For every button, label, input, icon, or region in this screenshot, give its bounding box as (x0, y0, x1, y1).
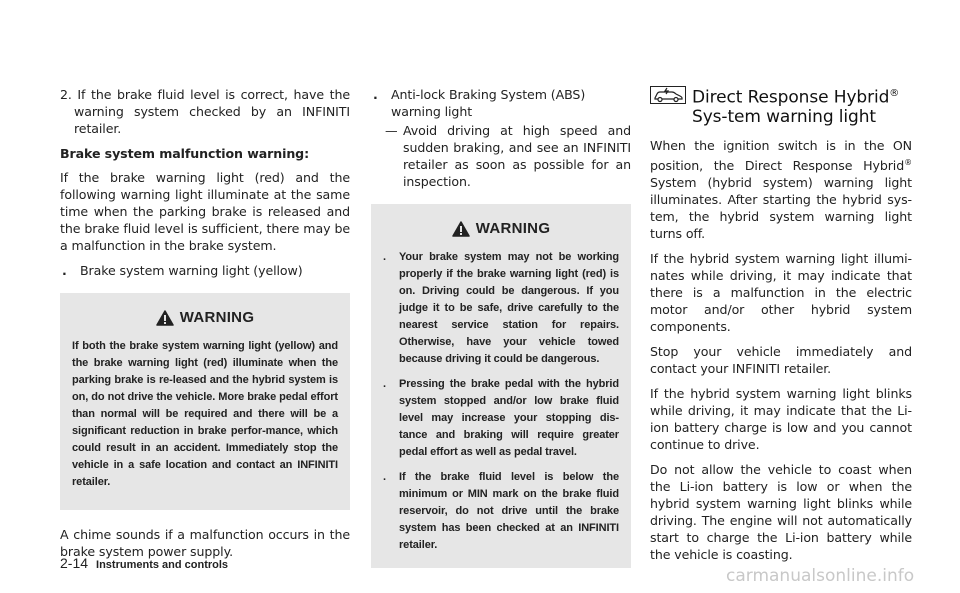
list-item-2: 2. If the brake fluid level is correct, have the warning system checked by an INFINITI retailer. (60, 87, 350, 136)
paragraph: Do not allow the vehicle to coast when the Li-ion battery is low or when the hybrid system warning light blinks while driving. The engine will not automatically start to charge the Li-ion battery while the vehicle is coasting. (650, 461, 912, 562)
bullet-text: Brake system warning light (yellow) (80, 263, 303, 278)
paragraph-text: System (hybrid system) warning light illuminates. After starting the hybrid sys-tem, the hybrid system warning light turns off. (650, 174, 912, 241)
warning-title: WARNING (475, 220, 551, 237)
paragraph: If the hybrid system warning light illumi-nates while driving, it may indicate that there is a malfunction in the electric motor and/or other hybrid system components. (650, 250, 912, 334)
column-left (60, 86, 350, 568)
car-hybrid-system-icon (650, 86, 686, 104)
warning-bullet-text: Your brake system may not be working properly if the brake warning light (red) is on. Driving could be dangerous. If you judge it to be safe, drive carefully to the nearest service station for repairs. Otherwise, have your vehicle towed because driving it could be dangerous. (399, 251, 619, 365)
warning-triangle-icon (156, 310, 174, 326)
bullet-dot: . (383, 251, 386, 263)
column-middle (371, 86, 631, 584)
section-title (692, 84, 912, 127)
paragraph: If the hybrid system warning light blinks while driving, it may indicate that the Li-ion battery charge is low and you cannot continue to drive. (650, 385, 912, 452)
bullet-text: Anti-lock Braking System (ABS) warning light (391, 87, 586, 119)
warning-bullet (383, 469, 619, 554)
dash-mark: — (385, 123, 398, 138)
warning-title: WARNING (179, 309, 255, 326)
paragraph: Stop your vehicle immediately and contact your INFINITI retailer. (650, 343, 912, 376)
page-footer (60, 555, 228, 571)
warning-bullet-text: Pressing the brake pedal with the hybrid system stopped and/or low brake fluid level may increase your stopping dis-tance and braking will require greater pedal effort as well as pedal travel. (399, 378, 619, 458)
section-heading-brake-malfunction: Brake system malfunction warning: (60, 146, 310, 161)
paragraph: If the brake warning light (red) and the following warning light illuminate at the same time when the parking brake is released and the brake fluid level is sufficient, there may be a malfunction in the brake system. (60, 170, 350, 253)
section-title-part2: Sys-tem warning light (692, 106, 876, 127)
bullet-dot: . (383, 378, 386, 390)
warning-triangle-icon (452, 221, 470, 237)
watermark: carmanualsonline.info (726, 566, 915, 586)
paragraph-text: When the ignition switch is in the ON position, the Direct Response Hybrid (650, 137, 912, 173)
bullet-item-abs (371, 86, 631, 120)
page-number: 2-14 (60, 555, 89, 571)
paragraph (650, 137, 912, 242)
section-title-part1: Direct Response Hybrid (692, 87, 890, 108)
warning-bullet (383, 249, 619, 368)
column-right (650, 84, 912, 571)
warning-text: If both the brake system warning light (yellow) and the brake warning light (red) illuminate when the parking brake is re-leased and the hybrid system is on, do not drive the vehicle. More brake pedal effort than normal will be required and there will be a significant reduction in brake perfor-mance, which could result in an accident. Immediately stop the vehicle in a safe location and contact an INFINITI retailer. (72, 340, 338, 488)
bullet-dot: . (373, 87, 378, 102)
bullet-dot: . (62, 263, 67, 278)
warning-bullet (383, 376, 619, 461)
chapter-name: Instruments and controls (96, 559, 229, 571)
dash-text: Avoid driving at high speed and sudden braking, and see an INFINITI retailer as soon as possible for an inspection. (403, 123, 631, 189)
warning-box (371, 204, 631, 568)
warning-bullet-text: If the brake fluid level is below the minimum or MIN mark on the brake fluid reservoir, do not drive until the brake system has been checked at an INFINITI retailer. (399, 471, 619, 551)
bullet-dot: . (383, 471, 386, 483)
paragraph: A chime sounds if a malfunction occurs in the brake system power supply. (60, 527, 350, 559)
warning-header (72, 309, 338, 326)
warning-header (383, 220, 619, 237)
registered-mark: ® (889, 88, 900, 99)
bullet-item (60, 262, 350, 279)
registered-mark: ® (904, 157, 912, 167)
section-heading-hybrid (650, 84, 912, 127)
warning-box (60, 293, 350, 510)
dash-item (371, 122, 631, 190)
